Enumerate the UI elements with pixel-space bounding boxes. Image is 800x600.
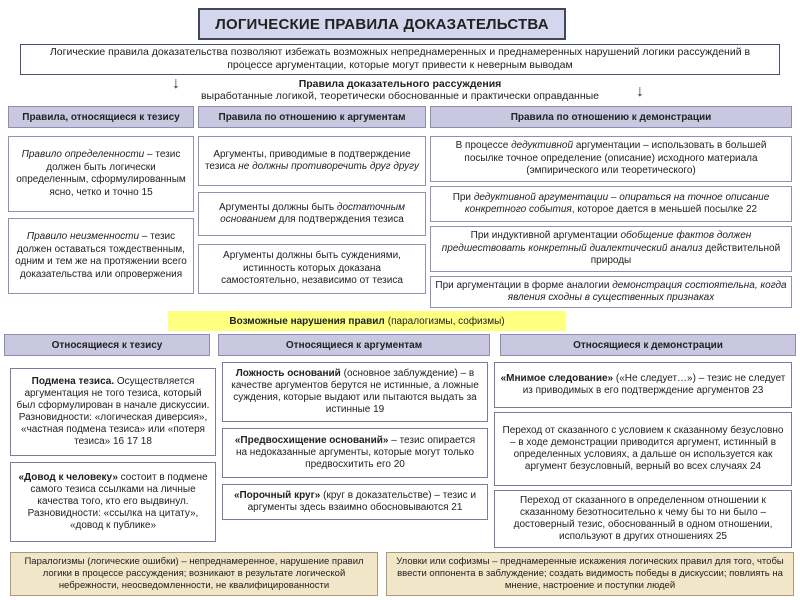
rule-deductive-major (430, 136, 792, 182)
violation-non-sequitur (494, 362, 792, 408)
rule-text: , которое дается в меньшей посылке 22 (571, 204, 758, 215)
violation-false-grounds (222, 362, 488, 422)
rules-heading (180, 78, 620, 102)
violation-thesis-substitution (10, 368, 216, 456)
rule-text: аргументации – использовать в большей посылке точное определение (описание) исходного материала (эмпирического или теоретического) (464, 140, 767, 177)
violation-name: Подмена тезиса. (31, 376, 115, 387)
rule-emphasis: не должны противоречить друг другу (238, 161, 420, 172)
rule-text: В процессе (455, 140, 512, 152)
violation-begging-question (222, 428, 488, 478)
thesis-violations-header: Относящиеся к тезису (4, 334, 210, 356)
rule-deductive-minor (430, 186, 792, 222)
rule-text: При аргументации в форме аналогии (435, 279, 613, 291)
rule-emphasis: обобщение фактов должен предшествовать конкретный диалектический анализ (441, 230, 752, 254)
violations-banner (168, 311, 566, 331)
rule-sufficiency (198, 192, 426, 236)
footer-sophisms: Уловки или софизмы – преднамеренные искажения логических правил для того, чтобы ввести оппонента в заблуждение; создать видимость победы в дискуссии; повлиять на мнение, настроение и поступки людей (386, 552, 794, 596)
violation-text: («Не следует…») – тезис не следует из приводимых в его подтверждение аргументов 23 (522, 373, 786, 396)
rule-immutability (8, 218, 194, 294)
argument-violations-header: Относящиеся к аргументам (218, 334, 490, 356)
arrow-down-icon: ↓ (636, 83, 644, 100)
argument-rules-header: Правила по отношению к аргументам (198, 106, 426, 128)
rule-inductive (430, 226, 792, 272)
violation-relative-to-absolute (494, 490, 792, 548)
rule-text: Аргументы должны быть (218, 201, 337, 213)
violation-text: Осуществляется аргументация не того тезиса, который был сформулирован в начале дискуссии. Разновидности: «логическая диверсия», «частная подмена тезиса» или «потеря тезиса» 16 17 18 (16, 376, 210, 447)
violation-name: «Порочный круг» (233, 490, 321, 501)
demonstration-violations-header: Относящиеся к демонстрации (500, 334, 796, 356)
rule-text: При (452, 191, 474, 203)
violation-name: «Довод к человеку» (18, 472, 118, 483)
rules-heading-subtitle: выработанные логикой, теоретически обоснованные и практически оправданные (200, 90, 600, 102)
violations-title: Возможные нарушения правил (229, 315, 385, 327)
violation-text: (основное заблуждение) – в качестве аргументов берутся не истинные, а ложные суждения, которые выдают или пытаются выдать за истинные 19 (231, 368, 479, 415)
rule-emphasis: дедуктивной аргументации – опираться на точное описание конкретного события (464, 191, 770, 215)
rule-text: Аргументы, приводимые в подтверждение тезиса (204, 148, 411, 172)
rule-text: для подтверждения тезиса (275, 214, 404, 225)
rule-determinacy (8, 136, 194, 212)
rule-name: Правило неизменности (26, 231, 140, 242)
violation-circular-reasoning (222, 484, 488, 520)
rule-emphasis: достаточным основанием (220, 201, 406, 225)
rule-independent-truth (198, 244, 426, 294)
rule-text: действительной природы (590, 242, 781, 267)
violation-text: состоит в подмене самого тезиса ссылками на личные качества того, кто его выдвинул. Разновидности: «ссылка на цитату», «довод к публике» (27, 472, 208, 531)
violation-name: «Предвосхищение оснований» (234, 435, 389, 446)
violation-text: Переход от сказанного с условием к сказанному безусловно – в ходе демонстрации приводится аргумент, истинный в определенных условиях, а дальше он используется как аргумент безусловный, верный во всех случаях 24 (502, 425, 784, 472)
violations-subtitle: (паралогизмы, софизмы) (387, 315, 505, 327)
rules-heading-title: Правила доказательного рассуждения (298, 78, 502, 90)
arrow-down-icon: ↓ (172, 75, 180, 92)
demonstration-rules-header: Правила по отношению к демонстрации (430, 106, 792, 128)
violation-text: – тезис опирается на недоказанные аргументы, которые могут только предвосхитить его 20 (235, 435, 476, 470)
rule-no-contradiction (198, 136, 426, 186)
violation-name: «Мнимое следование» (500, 373, 614, 384)
rule-emphasis: демонстрация состоятельна, когда явления сходны в существенных признаках (507, 279, 787, 303)
thesis-rules-header: Правила, относящиеся к тезису (8, 106, 194, 128)
violation-name: Ложность оснований (235, 368, 341, 379)
violation-text: Переход от сказанного в определенном отношении к сказанному безотносительно к чему бы то ни было – достоверный тезис, обоснованный в одном отношении, используют в других отношениях 25 (513, 495, 773, 542)
violation-conditional-to-absolute (494, 412, 792, 486)
violation-ad-hominem (10, 462, 216, 542)
page-title: ЛОГИЧЕСКИЕ ПРАВИЛА ДОКАЗАТЕЛЬСТВА (198, 8, 566, 40)
rule-text: – тезис должен оставаться тождественным, одним и тем же на протяжении всего доказательства или опровержения (15, 231, 187, 280)
rule-text: Аргументы должны быть суждениями, истинность которых доказана самостоятельно, независимо от тезиса (221, 250, 403, 287)
rule-name: Правило определенности (21, 149, 145, 160)
violation-text: (круг в доказательстве) – тезис и аргументы здесь взаимно обосновываются 21 (247, 490, 477, 513)
rule-text: При индуктивной аргументации (470, 230, 621, 242)
rule-analogy (430, 276, 792, 308)
rule-text: – тезис должен быть логически определенным, сформулированным ясно, четко и точно 15 (16, 149, 186, 198)
footer-paralogisms: Паралогизмы (логические ошибки) – непреднамеренное, нарушение правил логики в процессе рассуждения; возникают в результате логической небрежности, неосведомленности, не квалифицированности (10, 552, 378, 596)
intro-text: Логические правила доказательства позволяют избежать возможных непреднамеренных и преднамеренных нарушений логики рассуждений в процессе аргументации, которые могут привести к неверным выводам (20, 44, 780, 75)
rule-emphasis: дедуктивной (511, 140, 574, 152)
